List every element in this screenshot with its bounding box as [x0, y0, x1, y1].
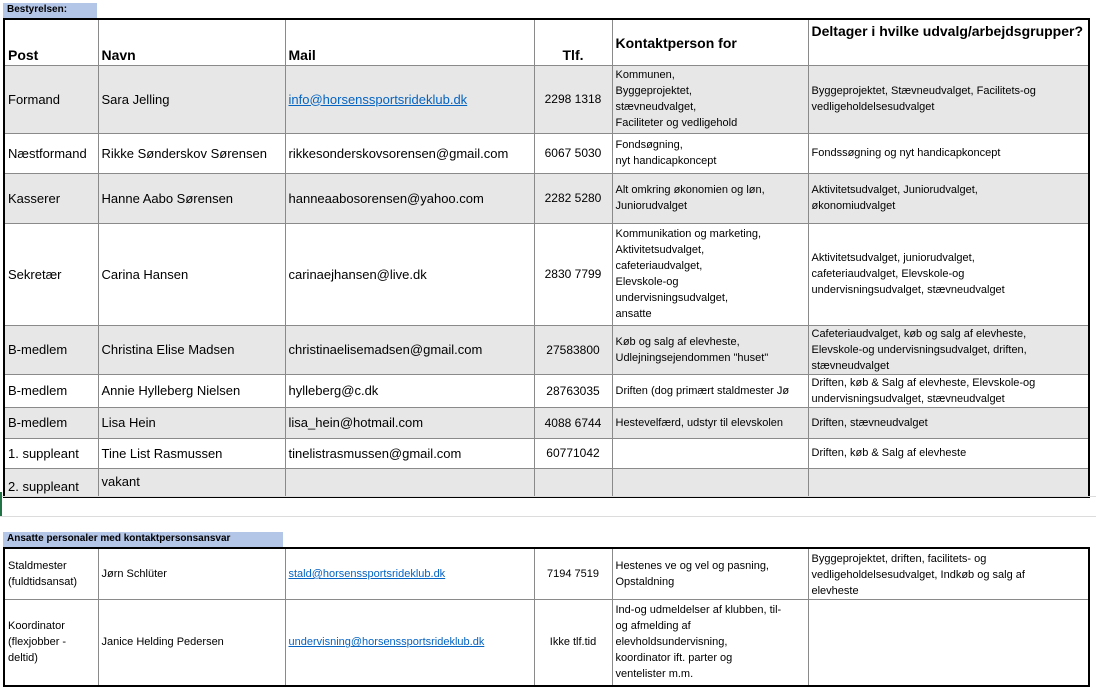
cell-udvalg: Fondssøgning og nyt handicapkoncept — [808, 133, 1089, 173]
cell-tlf: 7194 7519 — [534, 548, 612, 600]
cell-tlf: 60771042 — [534, 438, 612, 468]
header-tlf: Tlf. — [534, 19, 612, 65]
cell-kontaktperson: Ind-og udmeldelser af klubben, til- og afmelding af elevholdsundervisning, koordinator ift. parter og ventelister m.m. — [612, 600, 808, 686]
header-navn: Navn — [98, 19, 285, 65]
cell-udvalg — [808, 468, 1089, 497]
board-row — [4, 407, 1089, 438]
cell-mail: carinaejhansen@live.dk — [285, 223, 534, 325]
cell-mail: tinelistrasmussen@gmail.com — [285, 438, 534, 468]
staff-table — [3, 547, 1090, 687]
cell-post: B-medlem — [4, 325, 98, 374]
board-header-row — [4, 19, 1089, 65]
cell-navn: Sara Jelling — [98, 65, 285, 133]
board-row — [4, 173, 1089, 223]
email-link[interactable]: info@horsenssportsrideklub.dk — [285, 65, 534, 133]
cell-udvalg: Byggeprojektet, driften, facilitets- og vedligeholdelsesudvalget, Indkøb og salg af elevheste — [808, 548, 1089, 600]
cell-navn: Tine List Rasmussen — [98, 438, 285, 468]
cell-tlf: Ikke tlf.tid — [534, 600, 612, 686]
cell-tlf: 2282 5280 — [534, 173, 612, 223]
cell-navn: Lisa Hein — [98, 407, 285, 438]
cell-kontaktperson: Fondsøgning, nyt handicapkoncept — [612, 133, 808, 173]
cell-post: Staldmester (fuldtidsansat) — [4, 548, 98, 600]
cell-udvalg — [808, 600, 1089, 686]
cell-mail: hylleberg@c.dk — [285, 374, 534, 407]
cell-udvalg: Driften, køb & Salg af elevheste, Elevskole-og undervisningsudvalget, stævneudvalget — [808, 374, 1089, 407]
cell-tlf: 2298 1318 — [534, 65, 612, 133]
board-section-label: Bestyrelsen: — [3, 3, 97, 18]
cell-udvalg: Driften, stævneudvalget — [808, 407, 1089, 438]
cell-kontaktperson: Køb og salg af elevheste, Udlejningsejendommen "huset" — [612, 325, 808, 374]
cell-kontaktperson: Hestenes ve og vel og pasning, Opstaldning — [612, 548, 808, 600]
staff-row — [4, 600, 1089, 686]
board-row — [4, 374, 1089, 407]
cell-kontaktperson: Hestevelfærd, udstyr til elevskolen — [612, 407, 808, 438]
cell-post: Koordinator (flexjobber - deltid) — [4, 600, 98, 686]
board-row — [4, 133, 1089, 173]
cell-tlf: 27583800 — [534, 325, 612, 374]
cell-post: Næstformand — [4, 133, 98, 173]
board-row — [4, 223, 1089, 325]
cell-mail: hanneaabosorensen@yahoo.com — [285, 173, 534, 223]
cell-tlf — [534, 468, 612, 497]
board-row — [4, 65, 1089, 133]
cell-kontaktperson: Driften (dog primært staldmester Jø — [612, 374, 808, 407]
cell-udvalg: Aktivitetsudvalget, juniorudvalget, cafeteriaudvalget, Elevskole-og undervisningsudvalget, stævneudvalget — [808, 223, 1089, 325]
cell-post: Formand — [4, 65, 98, 133]
cell-tlf: 6067 5030 — [534, 133, 612, 173]
cell-mail: lisa_hein@hotmail.com — [285, 407, 534, 438]
cell-post: Sekretær — [4, 223, 98, 325]
cell-udvalg: Driften, køb & Salg af elevheste — [808, 438, 1089, 468]
header-kontaktperson: Kontaktperson for — [612, 19, 808, 65]
cell-tlf: 2830 7799 — [534, 223, 612, 325]
staff-section-label: Ansatte personaler med kontaktpersonsansvar — [3, 532, 283, 547]
cell-navn: Jørn Schlüter — [98, 548, 285, 600]
board-row — [4, 468, 1089, 497]
cell-post: B-medlem — [4, 374, 98, 407]
cell-navn: Janice Helding Pedersen — [98, 600, 285, 686]
cell-kontaktperson: Kommunikation og marketing, Aktivitetsudvalget, cafeteriaudvalget, Elevskole-og undervisningsudvalget, ansatte — [612, 223, 808, 325]
header-udvalg: Deltager i hvilke udvalg/arbejdsgrupper? — [808, 19, 1089, 65]
email-link[interactable]: undervisning@horsenssportsrideklub.dk — [285, 600, 534, 686]
cell-kontaktperson — [612, 438, 808, 468]
cell-kontaktperson: Alt omkring økonomien og løn, Juniorudvalget — [612, 173, 808, 223]
cell-kontaktperson — [612, 468, 808, 497]
cell-kontaktperson: Kommunen, Byggeprojektet, stævneudvalget, Faciliteter og vedligehold — [612, 65, 808, 133]
cell-navn: Hanne Aabo Sørensen — [98, 173, 285, 223]
cell-tlf: 4088 6744 — [534, 407, 612, 438]
cell-udvalg: Cafeteriaudvalget, køb og salg af elevheste, Elevskole-og undervisningsudvalget, driften, stævneudvalget — [808, 325, 1089, 374]
cell-navn: vakant — [98, 468, 285, 497]
cell-post: 2. suppleant — [4, 468, 98, 497]
cell-navn: Carina Hansen — [98, 223, 285, 325]
header-mail: Mail — [285, 19, 534, 65]
cell-post: Kasserer — [4, 173, 98, 223]
cell-mail: christinaelisemadsen@gmail.com — [285, 325, 534, 374]
cell-cursor-marker — [0, 492, 2, 516]
email-link[interactable]: stald@horsenssportsrideklub.dk — [285, 548, 534, 600]
cell-navn: Christina Elise Madsen — [98, 325, 285, 374]
cell-post: B-medlem — [4, 407, 98, 438]
board-row — [4, 325, 1089, 374]
cell-navn: Rikke Sønderskov Sørensen — [98, 133, 285, 173]
cell-post: 1. suppleant — [4, 438, 98, 468]
board-table — [3, 18, 1090, 498]
staff-row — [4, 548, 1089, 600]
cell-udvalg: Byggeprojektet, Stævneudvalget, Facilitets-og vedligeholdelsesudvalget — [808, 65, 1089, 133]
cell-mail — [285, 468, 534, 497]
cell-navn: Annie Hylleberg Nielsen — [98, 374, 285, 407]
board-row — [4, 438, 1089, 468]
cell-tlf: 28763035 — [534, 374, 612, 407]
cell-mail: rikkesonderskovsorensen@gmail.com — [285, 133, 534, 173]
header-post: Post — [4, 19, 98, 65]
cell-udvalg: Aktivitetsudvalget, Juniorudvalget, økonomiudvalget — [808, 173, 1089, 223]
